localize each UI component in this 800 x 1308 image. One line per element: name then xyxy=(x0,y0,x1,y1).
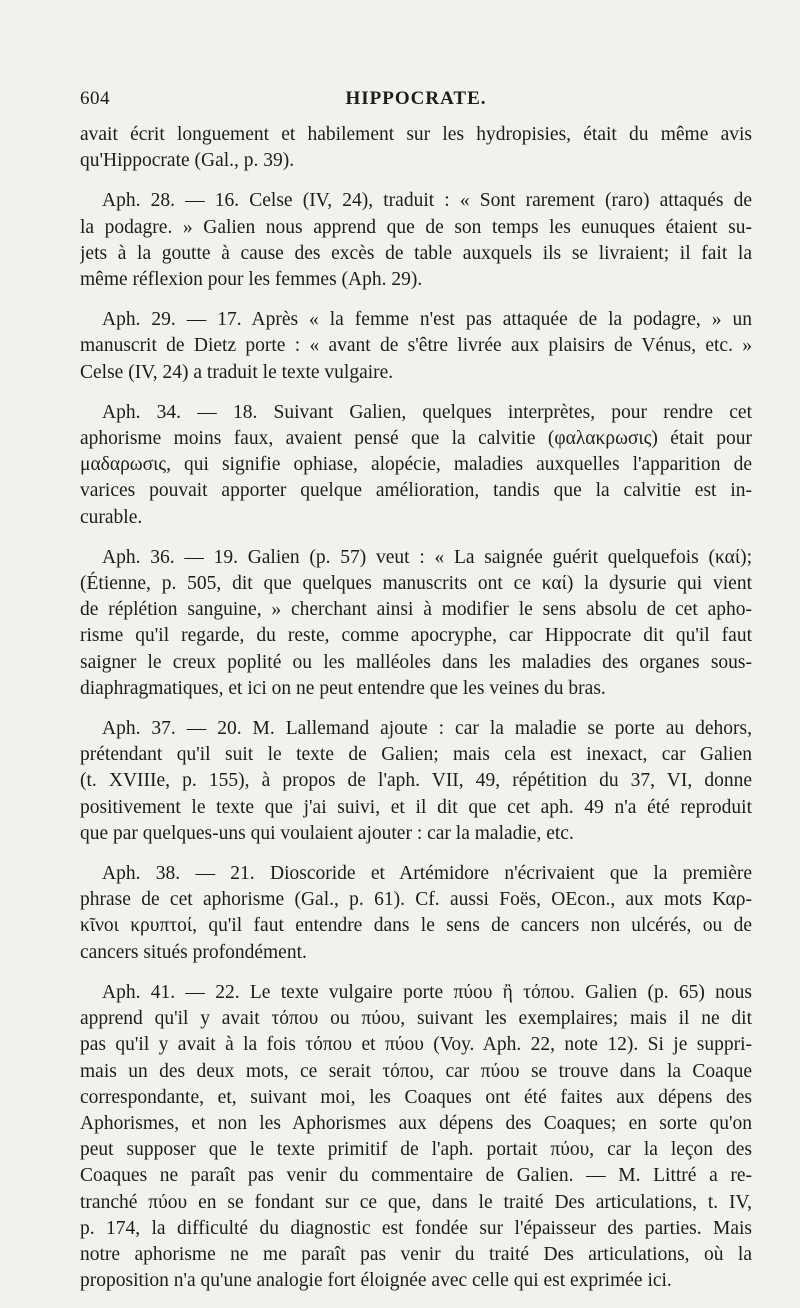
text-line: saigner le creux poplité ou les malléoles dans les maladies des organes sous- xyxy=(80,651,752,673)
text-line: Aph. 38. — 21. Dioscoride et Artémidore n'écrivaient que la première xyxy=(102,863,752,885)
page xyxy=(80,88,752,1308)
note-paragraph xyxy=(80,545,752,702)
text-line: positivement le texte que j'ai suivi, et il dit que cet aph. 49 n'a été reproduit xyxy=(80,796,752,818)
text-line: curable. xyxy=(80,506,143,528)
note-paragraph xyxy=(80,716,752,847)
text-line: prétendant qu'il suit le texte de Galien; mais cela est inexact, car Galien xyxy=(80,744,752,766)
text-line: Aph. 29. — 17. Après « la femme n'est pas attaquée de la podagre, » un xyxy=(102,309,752,331)
text-line: κῖνοι κρυπτοί, qu'il faut entendre dans le sens de cancers non ulcérés, ou de xyxy=(80,915,752,937)
running-title: HIPPOCRATE. xyxy=(345,88,487,109)
text-line: Aph. 41. — 22. Le texte vulgaire porte πύου ἢ τόπου. Galien (p. 65) nous xyxy=(102,981,752,1003)
text-line: même réflexion pour les femmes (Aph. 29). xyxy=(80,269,423,291)
text-line: Aph. 37. — 20. M. Lallemand ajoute : car la maladie se porte au dehors, xyxy=(102,718,752,740)
text-line: manuscrit de Dietz porte : « avant de s'être livrée aux plaisirs de Vénus, etc. » xyxy=(80,335,752,357)
text-line: avait écrit longuement et habilement sur les hydropisies, était du même avis xyxy=(80,124,752,145)
body-text xyxy=(80,122,752,1294)
note-paragraph xyxy=(80,400,752,531)
note-paragraph xyxy=(80,188,752,293)
text-line: qu'Hippocrate (Gal., p. 39). xyxy=(80,150,295,172)
note-paragraph xyxy=(80,307,752,386)
text-line: apprend qu'il y avait τόπου ou πύου, suivant les exemplaires; mais il ne dit xyxy=(80,1008,752,1030)
text-line: tranché πύου en se fondant sur ce que, dans le traité Des articulations, t. IV, xyxy=(80,1191,752,1213)
text-line: Aphorismes, et non les Aphorismes aux dépens des Coaques; en sorte qu'on xyxy=(80,1112,752,1134)
text-line: pas qu'il y avait à la fois τόπου et πύου (Voy. Aph. 22, note 12). Si je suppri- xyxy=(80,1034,752,1056)
text-line: (t. XVIIIe, p. 155), à propos de l'aph. VII, 49, répétition du 37, VI, donne xyxy=(80,770,752,792)
text-line: phrase de cet aphorisme (Gal., p. 61). Cf. aussi Foës, OEcon., aux mots Καρ- xyxy=(80,889,752,911)
text-line: peut supposer que le texte primitif de l'aph. portait πύου, car la leçon des xyxy=(80,1139,752,1161)
text-line: varices pouvait apporter quelque amélioration, tandis que la calvitie est in- xyxy=(80,480,752,502)
text-line: Aph. 34. — 18. Suivant Galien, quelques interprètes, pour rendre cet xyxy=(102,401,752,423)
text-line: Celse (IV, 24) a traduit le texte vulgaire. xyxy=(80,361,394,383)
text-line: jets à la goutte à cause des excès de table auxquels ils se livraient; il fait la xyxy=(80,242,752,264)
text-line: aphorisme moins faux, avaient pensé que la calvitie (φαλακρωσις) était pour xyxy=(80,428,752,450)
text-line: proposition n'a qu'une analogie fort éloignée avec celle qui est exprimée ici. xyxy=(80,1270,672,1292)
text-line: de réplétion sanguine, » cherchant ainsi à modifier le sens absolu de cet apho- xyxy=(80,599,752,621)
text-line: risme qu'il regarde, du reste, comme apocryphe, car Hippocrate dit qu'il faut xyxy=(80,625,752,647)
note-paragraph xyxy=(80,980,752,1294)
text-line: que par quelques-uns qui voulaient ajouter : car la maladie, etc. xyxy=(80,822,574,844)
text-line: cancers situés profondément. xyxy=(80,941,307,963)
text-line: p. 174, la difficulté du diagnostic est fondée sur l'épaisseur des parties. Mais xyxy=(80,1217,752,1239)
text-line: (Étienne, p. 505, dit que quelques manuscrits ont ce καί) la dysurie qui vient xyxy=(80,573,752,595)
running-header xyxy=(80,88,752,122)
text-line: Coaques ne paraît pas venir du commentaire de Galien. — M. Littré a re- xyxy=(80,1165,752,1187)
text-line: mais un des deux mots, ce serait τόπου, car πύου se trouve dans la Coaque xyxy=(80,1060,752,1082)
text-line: μαδαρωσις, qui signifie ophiase, alopécie, maladies auxquelles l'apparition de xyxy=(80,454,752,476)
page-number: 604 xyxy=(80,88,110,109)
text-line: la podagre. » Galien nous apprend que de son temps les eunuques étaient su- xyxy=(80,216,752,238)
text-line: diaphragmatiques, et ici on ne peut entendre que les veines du bras. xyxy=(80,677,606,699)
continued-paragraph xyxy=(80,122,752,174)
text-line: correspondante, et, suivant moi, les Coaques ont été faites aux dépens des xyxy=(80,1086,752,1108)
text-line: Aph. 28. — 16. Celse (IV, 24), traduit : « Sont rarement (raro) attaqués de xyxy=(102,190,752,212)
note-paragraph xyxy=(80,861,752,966)
text-line: Aph. 36. — 19. Galien (p. 57) veut : « La saignée guérit quelquefois (καί); xyxy=(102,546,752,568)
text-line: notre aphorisme ne me paraît pas venir du traité Des articulations, où la xyxy=(80,1243,752,1265)
